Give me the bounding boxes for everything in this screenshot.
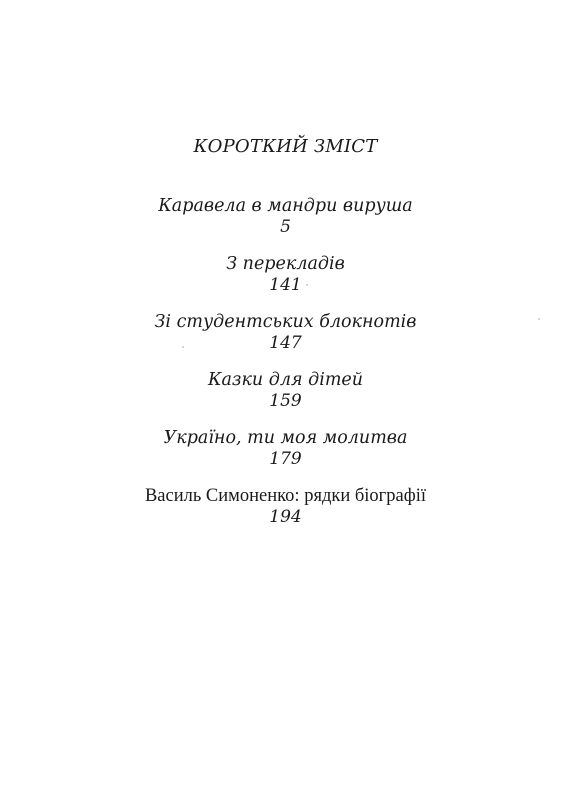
toc-entry-page: 141 <box>269 275 302 295</box>
toc-entry <box>0 253 571 311</box>
toc-list <box>0 195 571 543</box>
scan-speck <box>538 318 540 320</box>
toc-entry-page: 5 <box>280 217 291 237</box>
toc-entry <box>0 427 571 485</box>
toc-heading: КОРОТКИЙ ЗМІСТ <box>193 136 378 157</box>
toc-entry-page: 147 <box>269 333 302 353</box>
scan-speck <box>182 346 184 348</box>
toc-entry-page: 194 <box>269 507 302 527</box>
scan-speck <box>306 284 308 286</box>
toc-entry-title: Зі студентських блокнотів <box>154 312 417 332</box>
toc-entry-title: Україно, ти моя молитва <box>163 428 408 448</box>
toc-entry-title: З перекладів <box>226 254 345 274</box>
toc-entry-page: 179 <box>269 449 302 469</box>
toc-entry-title: Василь Симоненко: рядки біографії <box>144 486 427 506</box>
toc-entry <box>0 195 571 253</box>
toc-entry-title: Казки для дітей <box>207 370 364 390</box>
toc-entry <box>0 485 571 543</box>
toc-entry <box>0 369 571 427</box>
toc-entry-title: Каравела в мандри вируша <box>158 196 413 216</box>
toc-entry <box>0 311 571 369</box>
toc-entry-page: 159 <box>269 391 302 411</box>
